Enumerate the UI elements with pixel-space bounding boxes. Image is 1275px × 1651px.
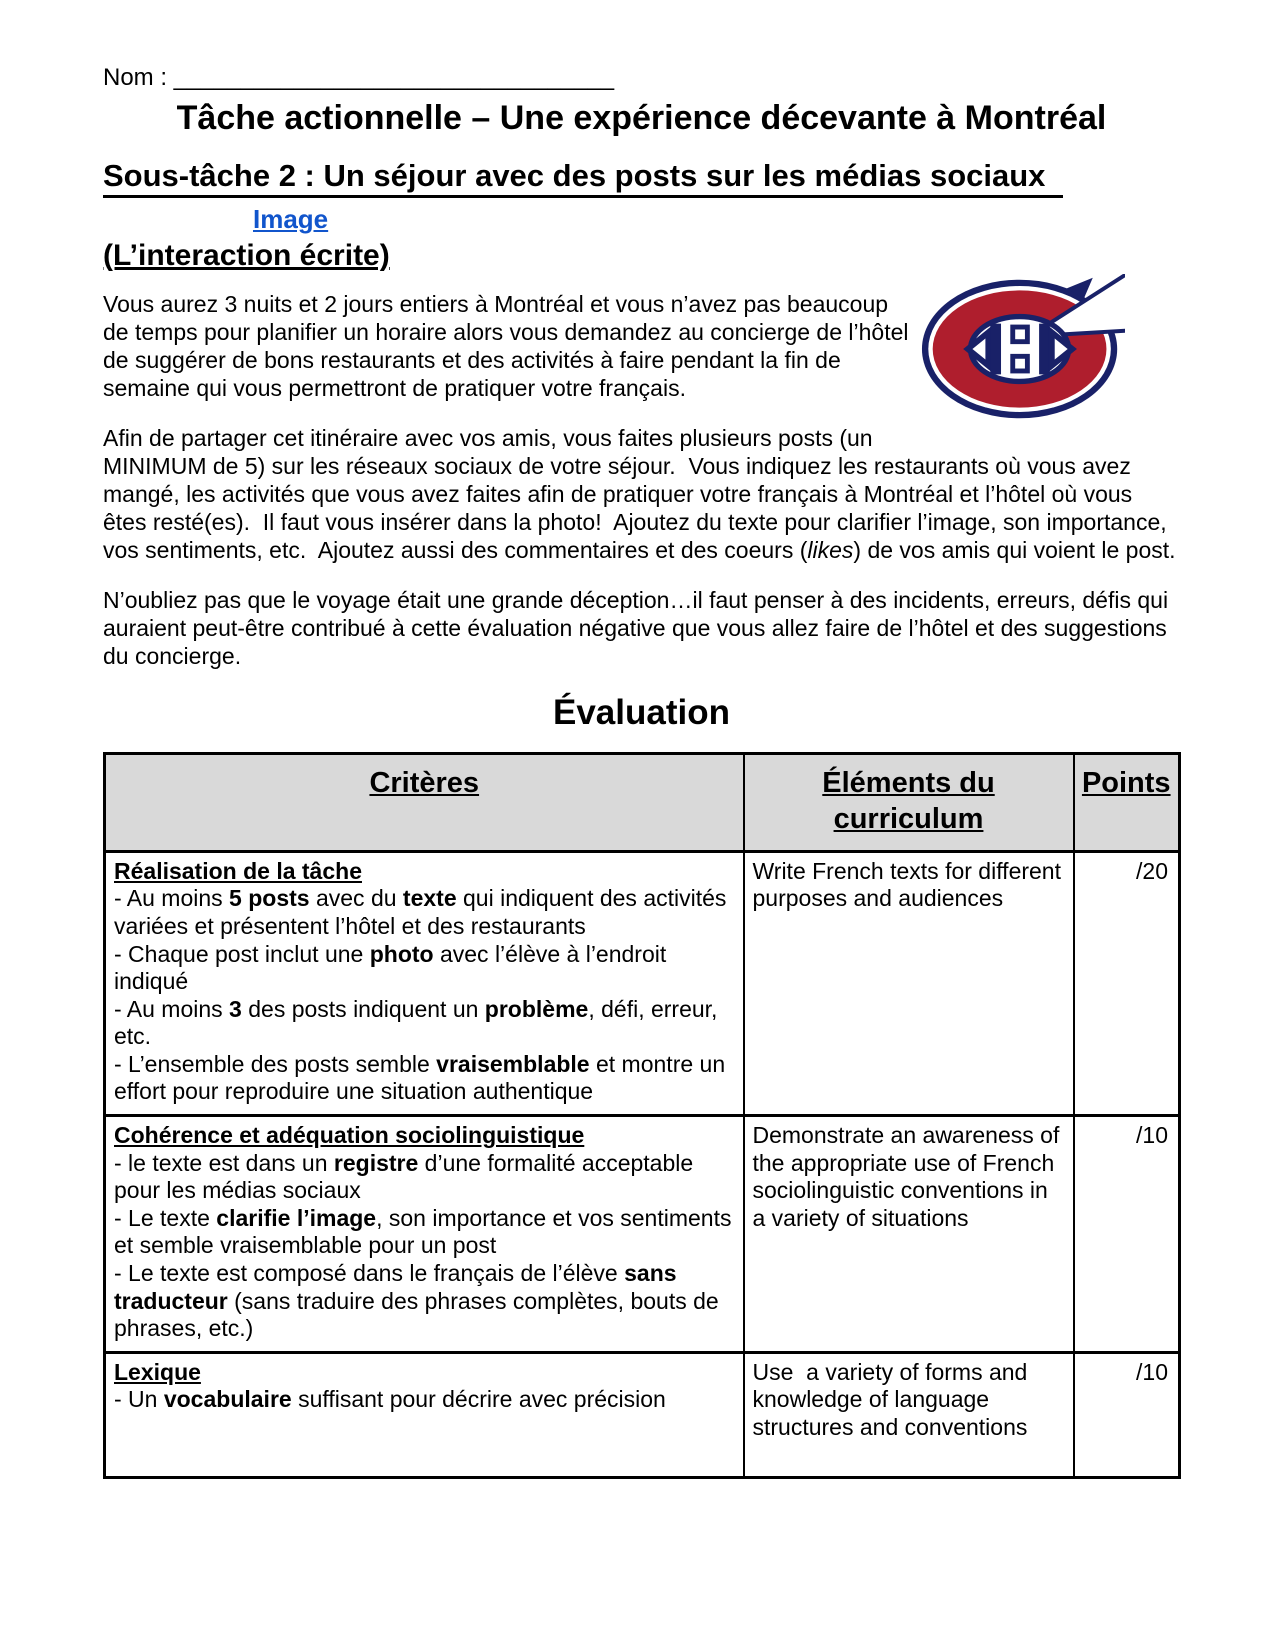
subtask-heading-text: Sous-tâche 2 : Un séjour avec des posts sur les médias sociaux xyxy=(103,157,1063,198)
curriculum-cell: Use a variety of forms and knowledge of language structures and conventions xyxy=(744,1352,1074,1477)
image-link[interactable]: Image xyxy=(253,204,329,235)
intro-paragraph-3: N’oubliez pas que le voyage était une grande déception…il faut penser à des incidents, erreurs, défis qui auraient peut-être contribué à cette évaluation négative que vous allez faire de l’hôtel et des suggestions du concierge. xyxy=(103,587,1175,670)
evaluation-heading: Évaluation xyxy=(553,693,730,733)
curriculum-cell: Write French texts for different purposes and audiences xyxy=(744,851,1074,1115)
montreal-canadiens-logo-svg xyxy=(920,274,1125,424)
interaction-heading: (L’interaction écrite) xyxy=(103,238,390,272)
intro-paragraph-2: Afin de partager cet itinéraire avec vos amis, vous faites plusieurs posts (un MINIMUM de 5) sur les réseaux sociaux de votre séjour. Vous indiquez les restaurants où vous avez mangé, les activités que vous avez faites afin de pratiquer votre français à Montréal et l’hôtel où vous êtes resté(es). Il faut vous insérer dans la photo! Ajoutez du texte pour clarifier l’image, son importance, vos sentiments, etc. Ajoutez aussi des commentaires et des coeurs (likes) de vos amis qui voient le post. xyxy=(103,424,1176,564)
criteria-cell xyxy=(105,851,744,1115)
subtask-heading xyxy=(103,157,1180,198)
table-row-coherence xyxy=(105,1116,1180,1353)
criteria-item: - L’ensemble des posts semble vraisemblable et montre un effort pour reproduire une situation authentique xyxy=(114,1050,726,1105)
criteria-item: - le texte est dans un registre d’une formalité acceptable pour les médias sociaux xyxy=(114,1149,694,1204)
points-cell: /10 xyxy=(1074,1116,1180,1353)
column-header-points: Points xyxy=(1074,754,1180,852)
criteria-item: - Le texte est composé dans le français de l’élève sans traducteur (sans traduire des phrases complètes, bouts de phrases, etc.) xyxy=(114,1260,719,1342)
criteria-cell xyxy=(105,1116,744,1353)
points-cell: /20 xyxy=(1074,851,1180,1115)
criteria-item: - Le texte clarifie l’image, son importance et vos sentiments et semble vraisemblable pour un post xyxy=(114,1204,732,1259)
column-header-elements-du-curriculum: Éléments du curriculum xyxy=(744,754,1074,852)
column-header-criteres: Critères xyxy=(105,754,744,852)
intro-paragraph-1: Vous aurez 3 nuits et 2 jours entiers à Montréal et vous n’avez pas beaucoup de temps pour planifier un horaire alors vous demandez au concierge de l’hôtel de suggérer de bons restaurants et des activités à faire pendant la fin de semaine qui vous permettront de pratiquer votre français. xyxy=(103,290,915,401)
criteria-item: - Chaque post inclut une photo avec l’élève à l’endroit indiqué xyxy=(114,940,667,995)
curriculum-cell: Demonstrate an awareness of the appropriate use of French sociolinguistic conventions in a variety of situations xyxy=(744,1116,1074,1353)
criteria-item: - Au moins 3 des posts indiquent un problème, défi, erreur, etc. xyxy=(114,995,718,1050)
table-row-realisation xyxy=(105,851,1180,1115)
montreal-canadiens-logo xyxy=(920,274,1125,424)
criteria-cell xyxy=(105,1352,744,1477)
name-field-line: Nom : _________________________________ xyxy=(103,64,615,91)
criteria-title: Réalisation de la tâche xyxy=(114,857,362,884)
table-row-lexique xyxy=(105,1352,1180,1477)
evaluation-table xyxy=(103,752,1181,1478)
image-link-row xyxy=(253,204,1180,235)
criteria-item: - Au moins 5 posts avec du texte qui indiquent des activités variées et présentent l’hôtel et des restaurants xyxy=(114,885,727,939)
criteria-item: - Un vocabulaire suffisant pour décrire avec précision xyxy=(114,1386,666,1413)
table-header-row xyxy=(105,754,1180,852)
page-title: Tâche actionnelle – Une expérience décevante à Montréal xyxy=(176,98,1107,137)
criteria-title: Cohérence et adéquation sociolinguistique xyxy=(114,1122,585,1149)
points-cell: /10 xyxy=(1074,1352,1180,1477)
criteria-title: Lexique xyxy=(114,1358,201,1385)
